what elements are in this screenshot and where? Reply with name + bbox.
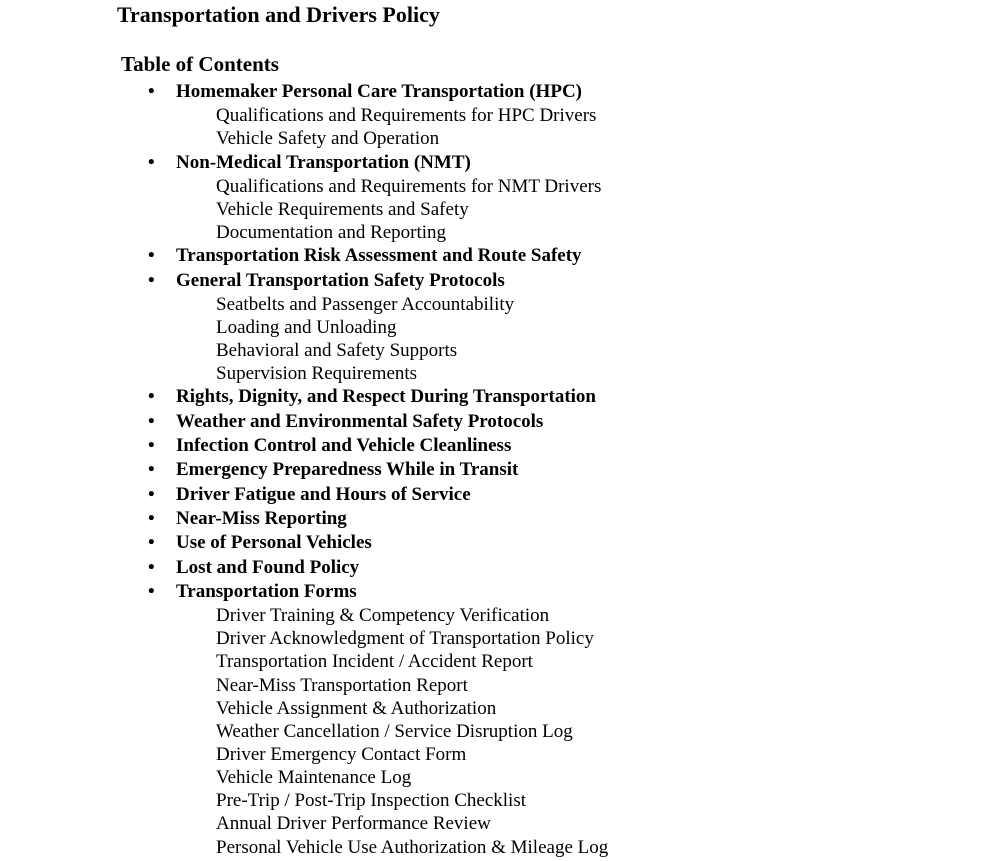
toc-subsection-item	[0, 674, 1007, 697]
bullet-icon: •	[148, 532, 155, 554]
toc-subsection-label: Annual Driver Performance Review	[216, 813, 491, 835]
toc-subsection-item	[0, 650, 1007, 673]
bullet-icon: •	[148, 269, 155, 291]
toc-subsection-item	[0, 812, 1007, 835]
toc-section-label: Transportation Forms	[176, 580, 357, 602]
toc-section-item	[0, 80, 1007, 104]
toc-section-label: Infection Control and Vehicle Cleanliness	[176, 435, 512, 457]
toc-section-label: Transportation Risk Assessment and Route Safety	[176, 245, 582, 267]
bullet-icon: •	[148, 459, 155, 481]
bullet-icon: •	[148, 483, 155, 505]
toc-subsection-label: Driver Emergency Contact Form	[216, 743, 467, 765]
toc-subsection-item	[0, 627, 1007, 650]
toc-subsection-item	[0, 198, 1007, 221]
toc-subsection-label: Vehicle Requirements and Safety	[216, 199, 469, 221]
toc-section-item	[0, 269, 1007, 293]
toc-subsection-label: Seatbelts and Passenger Accountability	[216, 293, 515, 315]
toc-subsection-item	[0, 743, 1007, 766]
bullet-icon: •	[148, 81, 155, 102]
toc-subsection-label: Vehicle Safety and Operation	[216, 128, 440, 150]
toc-subsection-label: Behavioral and Safety Supports	[216, 340, 458, 362]
toc-subsection-label: Qualifications and Requirements for HPC Drivers	[216, 105, 597, 127]
bullet-icon: •	[148, 435, 155, 457]
toc-section-label: General Transportation Safety Protocols	[176, 269, 505, 291]
toc-section-label: Weather and Environmental Safety Protocols	[176, 410, 544, 432]
toc-list	[0, 80, 1007, 859]
toc-section-label: Emergency Preparedness While in Transit	[176, 459, 519, 481]
toc-heading: Table of Contents	[121, 52, 279, 76]
toc-section-label: Rights, Dignity, and Respect During Transportation	[176, 386, 596, 408]
toc-subsection-label: Near-Miss Transportation Report	[216, 674, 468, 696]
toc-section-item	[0, 580, 1007, 604]
toc-section-item	[0, 556, 1007, 580]
toc-subsection-item	[0, 362, 1007, 385]
toc-subsection-label: Weather Cancellation / Service Disruption Log	[216, 720, 573, 742]
toc-subsection-item	[0, 766, 1007, 789]
toc-subsection-item	[0, 104, 1007, 127]
toc-section-label: Near-Miss Reporting	[176, 507, 347, 529]
document-title: Transportation and Drivers Policy	[117, 2, 440, 27]
toc-subsection-label: Driver Training & Competency Verification	[216, 605, 550, 627]
bullet-icon: •	[148, 386, 155, 408]
toc-subsection-item	[0, 789, 1007, 812]
toc-section-label: Driver Fatigue and Hours of Service	[176, 483, 471, 505]
toc-subsection-item	[0, 604, 1007, 627]
toc-subsection-item	[0, 316, 1007, 339]
toc-subsection-item	[0, 836, 1007, 859]
toc-subsection-label: Pre-Trip / Post-Trip Inspection Checklist	[216, 790, 527, 812]
toc-section-item	[0, 483, 1007, 507]
toc-section-label: Lost and Found Policy	[176, 556, 360, 578]
toc-subsection-label: Documentation and Reporting	[216, 222, 447, 244]
toc-subsection-label: Qualifications and Requirements for NMT Drivers	[216, 175, 602, 197]
toc-subsection-item	[0, 293, 1007, 316]
toc-section-item	[0, 151, 1007, 175]
toc-subsection-label: Vehicle Maintenance Log	[216, 767, 412, 789]
toc-section-item	[0, 244, 1007, 268]
bullet-icon: •	[148, 151, 155, 173]
toc-subsection-label: Supervision Requirements	[216, 363, 418, 385]
toc-section-item	[0, 531, 1007, 555]
toc-section-item	[0, 410, 1007, 434]
toc-subsection-item	[0, 697, 1007, 720]
toc-subsection-label: Personal Vehicle Use Authorization & Mileage Log	[216, 836, 609, 858]
toc-section-item	[0, 434, 1007, 458]
toc-subsection-item	[0, 339, 1007, 362]
toc-subsection-item	[0, 127, 1007, 150]
toc-subsection-label: Vehicle Assignment & Authorization	[216, 697, 497, 719]
bullet-icon: •	[148, 580, 155, 602]
toc-subsection-label: Loading and Unloading	[216, 317, 397, 339]
bullet-icon: •	[148, 556, 155, 578]
bullet-icon: •	[148, 410, 155, 432]
bullet-icon: •	[148, 245, 155, 267]
bullet-icon: •	[148, 507, 155, 529]
toc-subsection-item	[0, 221, 1007, 244]
toc-section-label: Non-Medical Transportation (NMT)	[176, 151, 471, 173]
toc-subsection-label: Driver Acknowledgment of Transportation Policy	[216, 628, 594, 650]
toc-section-label: Homemaker Personal Care Transportation (HPC)	[176, 81, 582, 102]
toc-section-item	[0, 458, 1007, 482]
toc-subsection-label: Transportation Incident / Accident Report	[216, 651, 533, 673]
toc-section-label: Use of Personal Vehicles	[176, 532, 372, 554]
toc-section-item	[0, 507, 1007, 531]
toc-subsection-item	[0, 175, 1007, 198]
toc-subsection-item	[0, 720, 1007, 743]
toc-section-item	[0, 385, 1007, 409]
